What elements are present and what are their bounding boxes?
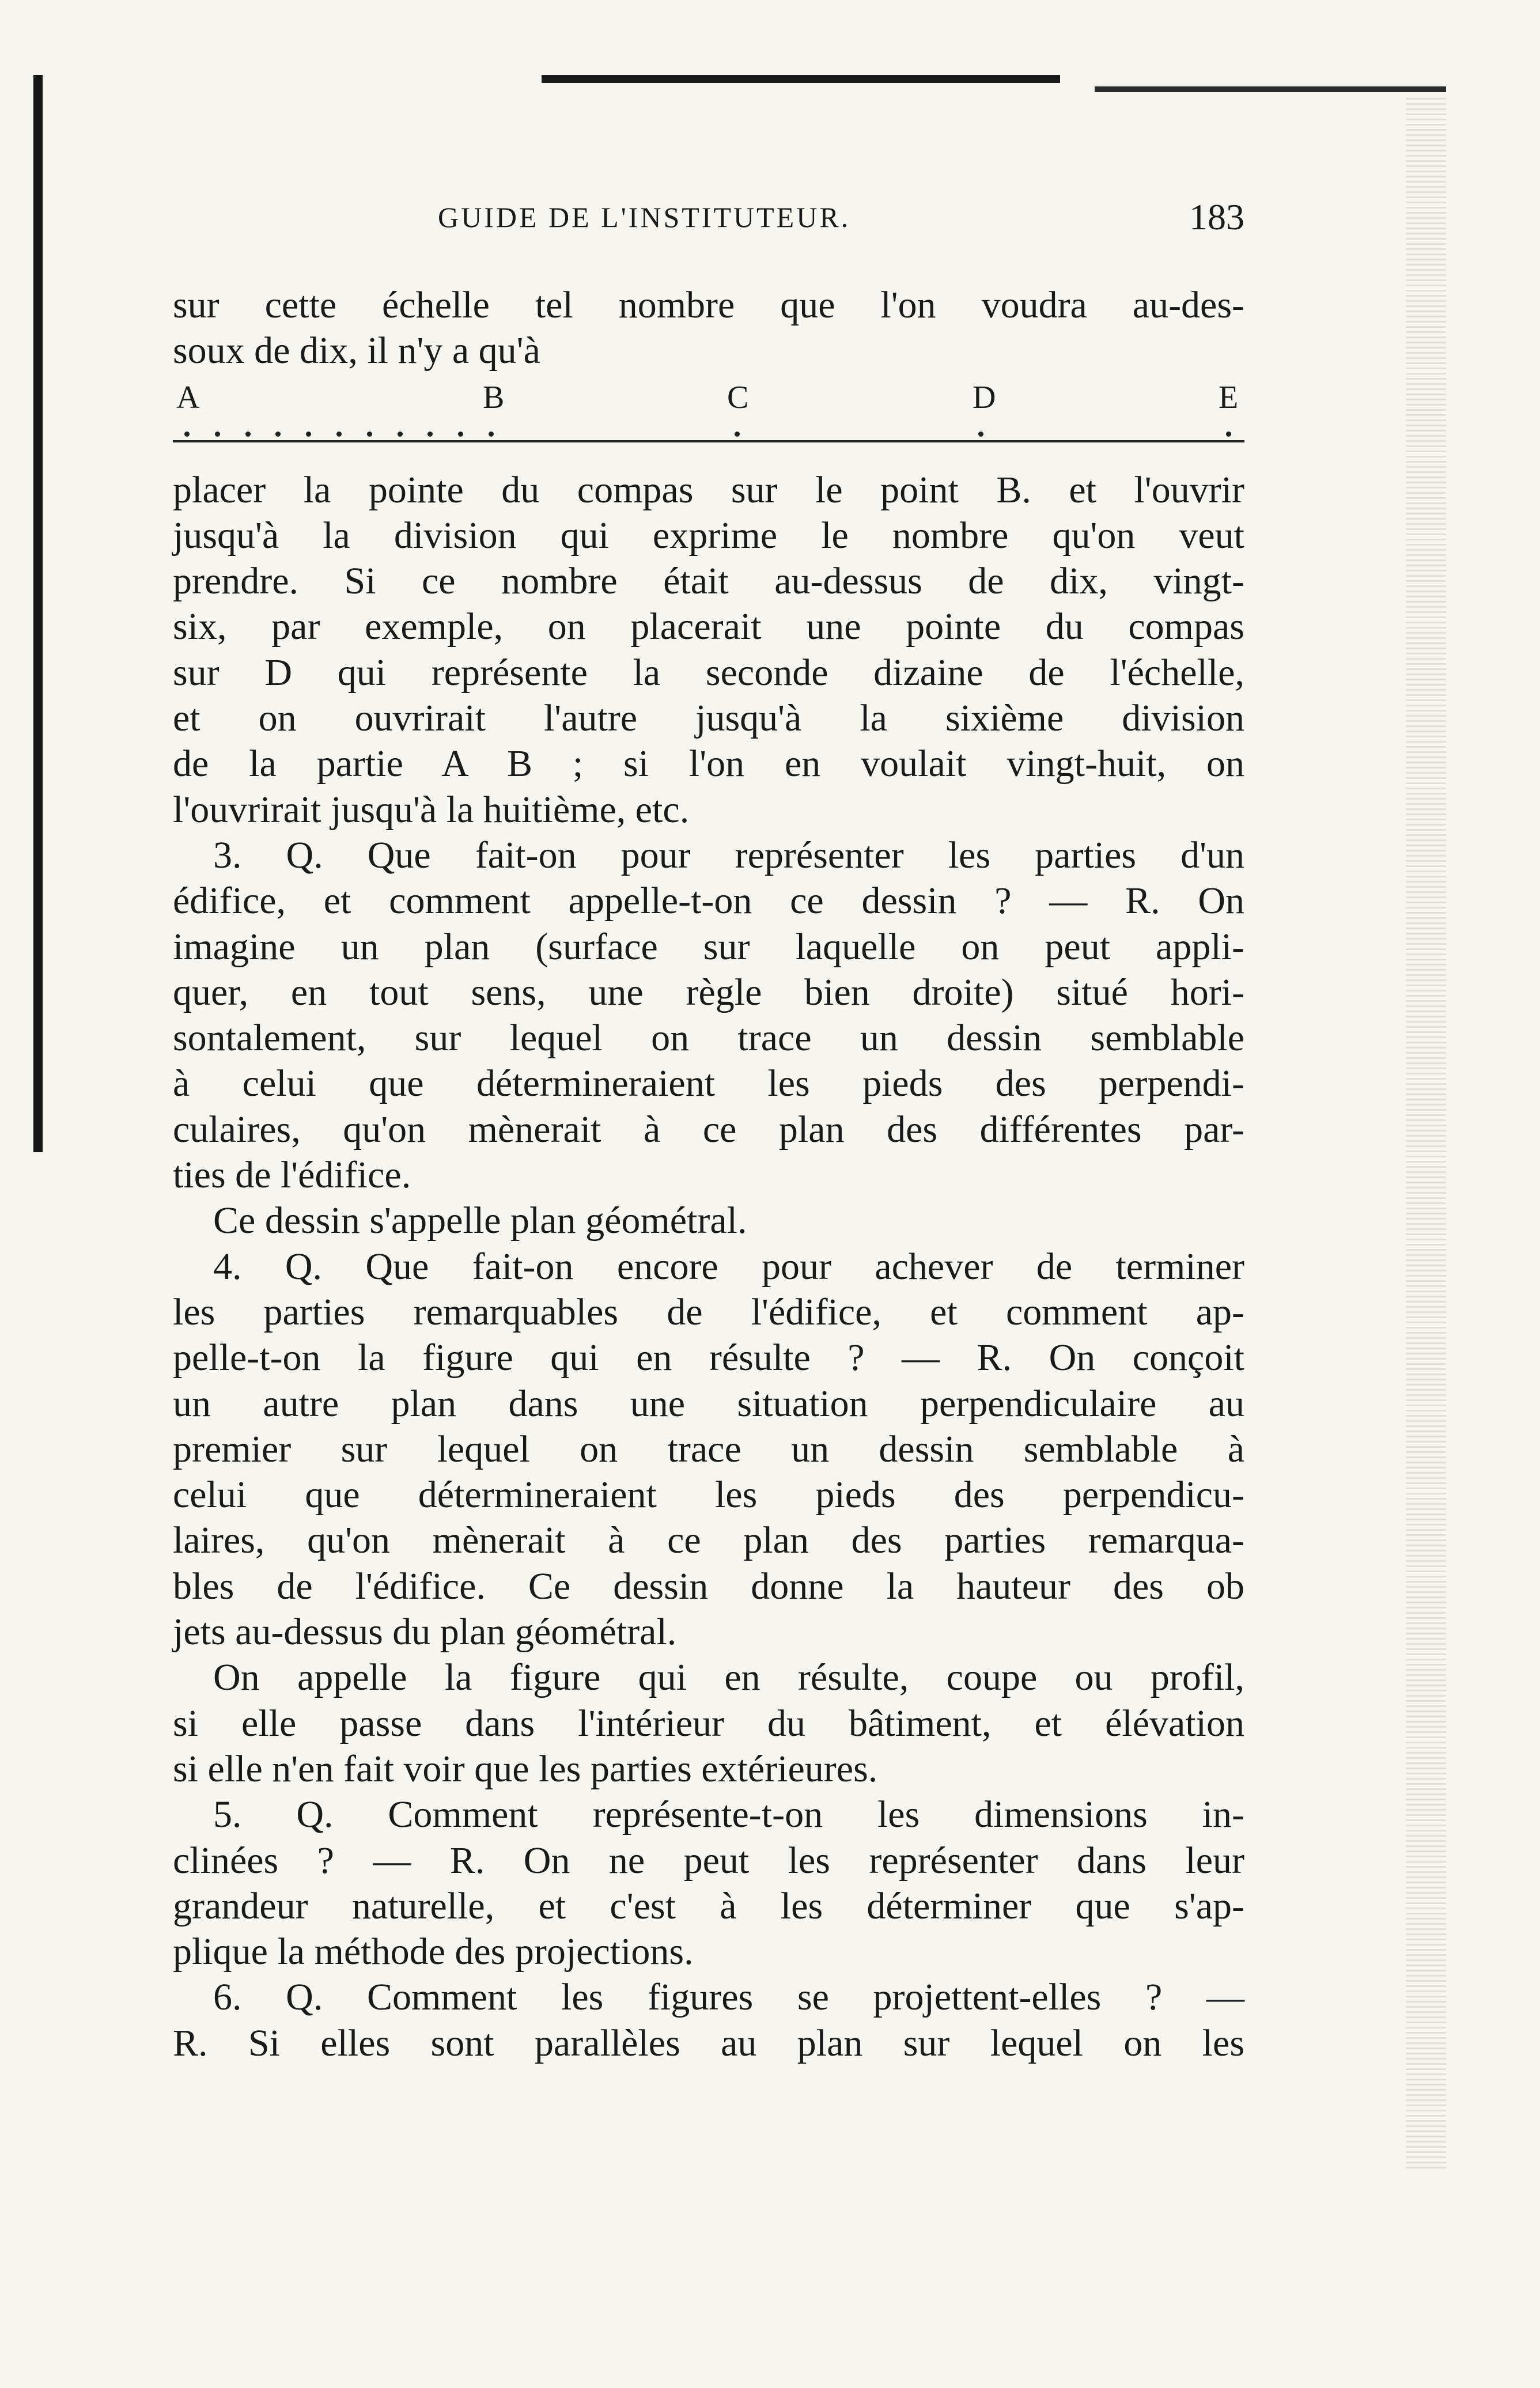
text-line: R. Si elles sont parallèles au plan sur lequel on les (173, 2022, 1244, 2064)
text-line: grandeur naturelle, et c'est à les déterminer que s'ap- (173, 1884, 1244, 1927)
scale-dot (367, 432, 372, 437)
top-rule-right (1095, 86, 1446, 92)
text-line: bles de l'édifice. Ce dessin donne la hauteur des ob (173, 1565, 1244, 1607)
text-line: 4. Q. Que fait-on encore pour achever de terminer (213, 1245, 1244, 1288)
text-line: laires, qu'on mènerait à ce plan des parties remarqua- (173, 1519, 1244, 1562)
page-edge-texture (1406, 98, 1446, 2172)
text-line: 6. Q. Comment les figures se projettent-elles ? — (213, 1976, 1244, 2019)
scale-dot (275, 432, 281, 437)
text-line: sontalement, sur lequel on trace un dessin semblable (173, 1017, 1244, 1059)
text-line: sur D qui représente la seconde dizaine de l'échelle, (173, 651, 1244, 694)
scale-labels (173, 374, 1244, 421)
text-line: l'ouvrirait jusqu'à la huitième, etc. (173, 788, 690, 831)
text-line: si elle passe dans l'intérieur du bâtiment, et élévation (173, 1702, 1244, 1744)
text-line: plique la méthode des projections. (173, 1931, 694, 1973)
scale-label-c: C (727, 380, 749, 415)
text-line: jusqu'à la division qui exprime le nombre qu'on veut (173, 514, 1244, 557)
scale-line (173, 421, 1244, 442)
text-line: celui que détermineraient les pieds des perpendicu- (173, 1474, 1244, 1516)
page-body (173, 282, 1244, 2066)
scale-dot (978, 432, 983, 437)
scale-label-d: D (973, 380, 996, 415)
text-line: les parties remarquables de l'édifice, et comment ap- (173, 1290, 1244, 1333)
text-line: soux de dix, il n'y a qu'à (173, 330, 540, 372)
text-line: à celui que détermineraient les pieds des perpendi- (173, 1062, 1244, 1105)
text-line: 3. Q. Que fait-on pour représenter les parties d'un (213, 834, 1244, 876)
text-line: premier sur lequel on trace un dessin semblable à (173, 1428, 1244, 1470)
top-rule (542, 75, 1060, 83)
text-line: prendre. Si ce nombre était au-dessus de dix, vingt- (173, 560, 1244, 603)
scale-dot (1226, 432, 1231, 437)
scale-dot (427, 432, 433, 437)
text-line: édifice, et comment appelle-t-on ce dessin ? — R. On (173, 880, 1244, 922)
page-header (173, 196, 1244, 248)
text-line: et on ouvrirait l'autre jusqu'à la sixième division (173, 697, 1244, 740)
scale-dot (336, 432, 342, 437)
scale-dot (306, 432, 311, 437)
text-line: quer, en tout sens, une règle bien droite) situé hori- (173, 971, 1244, 1013)
text-line: imagine un plan (surface sur laquelle on peut appli- (173, 925, 1244, 968)
scale-label-e: E (1219, 380, 1239, 415)
text-line: culaires, qu'on mènerait à ce plan des différentes par- (173, 1108, 1244, 1151)
page-number: 183 (1189, 196, 1244, 237)
scale-dot (215, 432, 220, 437)
scale-dot (398, 432, 403, 437)
text-line: 5. Q. Comment représente-t-on les dimensions in- (213, 1793, 1244, 1836)
scale-dot (245, 432, 251, 437)
scale-label-a: A (176, 380, 200, 415)
text-line: Ce dessin s'appelle plan géométral. (213, 1199, 747, 1242)
text-line: six, par exemple, on placerait une pointe du compas (173, 605, 1244, 648)
text-line: pelle-t-on la figure qui en résulte ? — R. On conçoit (173, 1337, 1244, 1379)
scale-dot (458, 432, 463, 437)
text-line: jets au-dessus du plan géométral. (173, 1611, 677, 1653)
scale-dot (184, 432, 190, 437)
text-line: On appelle la figure qui en résulte, coupe ou profil, (213, 1656, 1244, 1699)
text-line: si elle n'en fait voir que les parties extérieures. (173, 1747, 878, 1790)
scale-dot (489, 432, 494, 437)
scale-dot (735, 432, 740, 437)
running-title: GUIDE DE L'INSTITUTEUR. (438, 201, 851, 233)
text-line: clinées ? — R. On ne peut les représenter dans leur (173, 1839, 1244, 1882)
binding-edge (33, 75, 43, 1152)
scale-label-b: B (483, 380, 505, 415)
text-line: ties de l'édifice. (173, 1154, 411, 1197)
text-line: un autre plan dans une situation perpendiculaire au (173, 1382, 1244, 1425)
text-line: placer la pointe du compas sur le point B. et l'ouvrir (173, 468, 1244, 511)
text-line: sur cette échelle tel nombre que l'on voudra au-des- (173, 284, 1244, 326)
text-line: de la partie A B ; si l'on en voulait vingt-huit, on (173, 743, 1244, 785)
scale-figure (173, 374, 1244, 467)
